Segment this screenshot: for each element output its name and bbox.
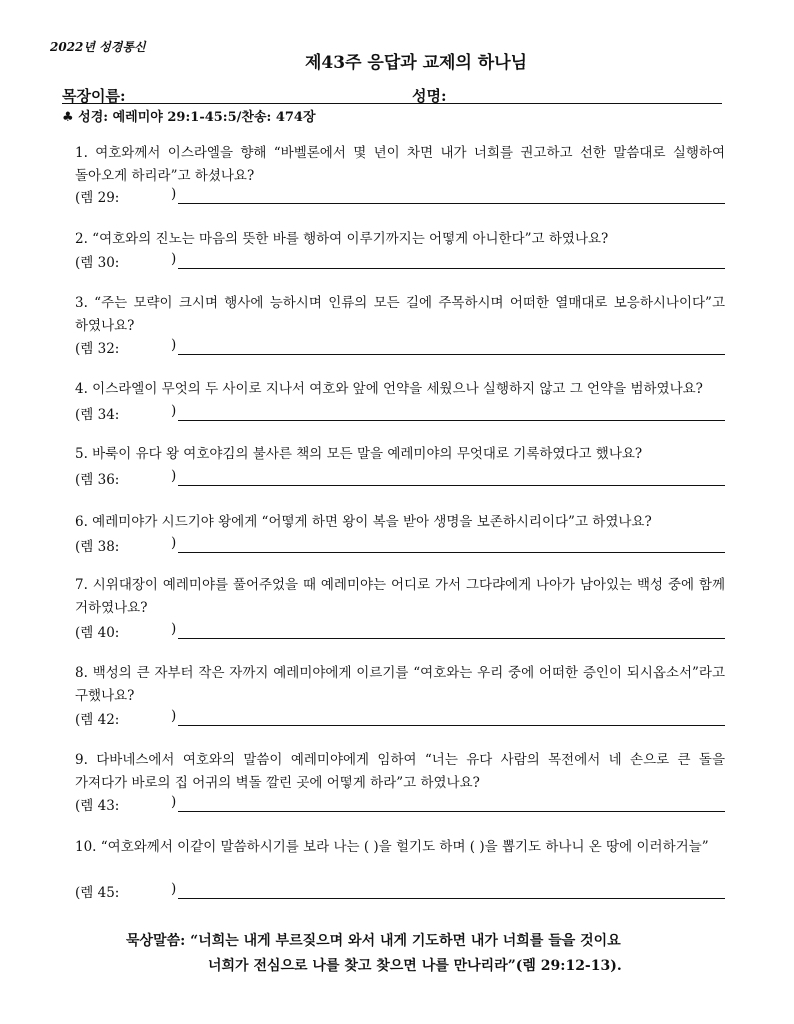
answer-line[interactable] — [178, 725, 725, 726]
question-1: 1. 여호와께서 이스라엘을 향해 “바벨론에서 몇 년이 차면 내가 너희를 권고하고 선한 말씀대로 실행하여 돌아오게 하리라”고 하셨나요? — [75, 145, 725, 184]
answer-row-5[interactable] — [75, 468, 725, 488]
chapter-ref: (렘 34: — [75, 407, 120, 423]
chapter-ref: (렘 43: — [75, 798, 120, 814]
chapter-ref: (렘 30: — [75, 255, 120, 271]
answer-row-6[interactable] — [75, 535, 725, 555]
chapter-close-paren: ) — [171, 535, 177, 551]
chapter-close-paren: ) — [171, 251, 177, 267]
question-4: 4. 이스라엘이 무엇의 두 사이로 지나서 여호와 앞에 언약을 세웠으나 실행하지 않고 그 언약을 범하였나요? — [75, 381, 703, 397]
chapter-ref: (렘 36: — [75, 472, 120, 488]
question-9: 9. 다바네스에서 여호와의 말씀이 예레미야에게 임하여 “너는 유다 사람의 목전에서 네 손으로 큰 돌을 가져다가 바로의 집 어귀의 벽돌 깔린 곳에 어떻게 하라”고 하였나요? — [75, 752, 725, 791]
chapter-ref: (렘 45: — [75, 885, 120, 901]
answer-row-9[interactable] — [75, 794, 725, 814]
corner-note: 2022년 성경통신 — [50, 40, 146, 54]
chapter-ref: (렘 40: — [75, 625, 120, 641]
answer-row-4[interactable] — [75, 403, 725, 423]
answer-line[interactable] — [178, 420, 725, 421]
answer-line[interactable] — [178, 203, 725, 204]
question-3: 3. “주는 모략이 크시며 행사에 능하시며 인류의 모든 길에 주목하시며 어떠한 열매대로 보응하시나이다”고 하였나요? — [75, 295, 725, 334]
header-rule — [62, 103, 722, 104]
answer-line[interactable] — [178, 552, 725, 553]
chapter-ref: (렘 29: — [75, 190, 120, 206]
chapter-close-paren: ) — [171, 794, 177, 810]
chapter-close-paren: ) — [171, 186, 177, 202]
chapter-close-paren: ) — [171, 403, 177, 419]
answer-line[interactable] — [178, 638, 725, 639]
meditation-verse — [126, 929, 686, 979]
answer-row-1[interactable] — [75, 186, 725, 206]
answer-line[interactable] — [178, 485, 725, 486]
chapter-ref: (렘 42: — [75, 712, 120, 728]
page-title: 제43주 응답과 교제의 하나님 — [305, 53, 528, 73]
answer-row-3[interactable] — [75, 337, 725, 357]
answer-row-10[interactable] — [75, 881, 725, 901]
question-6: 6. 예레미야가 시드기야 왕에게 “어떻게 하면 왕이 복을 받아 생명을 보존하시리이다”고 하였나요? — [75, 514, 652, 530]
answer-line[interactable] — [178, 811, 725, 812]
owner-label: 목장이름: — [62, 87, 126, 105]
chapter-close-paren: ) — [171, 708, 177, 724]
question-8: 8. 백성의 큰 자부터 작은 자까지 예레미야에게 이르기를 “여호와는 우리 중에 어떠한 증인이 되시옵소서”라고 구했나요? — [75, 665, 725, 704]
answer-row-7[interactable] — [75, 621, 725, 641]
chapter-ref: (렘 32: — [75, 341, 120, 357]
question-7: 7. 시위대장이 예레미야를 풀어주었을 때 예레미야는 어디로 가서 그다랴에게 나아가 남아있는 백성 중에 함께 거하였나요? — [75, 577, 725, 616]
question-10: 10. “여호와께서 이같이 말씀하시기를 보라 나는 ( )을 헐기도 하며 ( )을 뽑기도 하나니 온 땅에 이러하거늘” — [75, 839, 709, 855]
chapter-close-paren: ) — [171, 337, 177, 353]
chapter-ref: (렘 38: — [75, 539, 120, 555]
answer-row-8[interactable] — [75, 708, 725, 728]
answer-line[interactable] — [178, 354, 725, 355]
question-2: 2. “여호와의 진노는 마음의 뜻한 바를 행하여 이루기까지는 어떻게 아니한다”고 하였나요? — [75, 231, 609, 247]
scripture-line: ♣ 성경: 예레미야 29:1-45:5/찬송: 474장 — [62, 110, 316, 125]
meditation-line-1: 묵상말씀: “너희는 내게 부르짖으며 와서 내게 기도하면 내가 너희를 들을 것이요 — [126, 933, 621, 949]
chapter-close-paren: ) — [171, 881, 177, 897]
question-5: 5. 바룩이 유다 왕 여호야김의 불사른 책의 모든 말을 예레미야의 무엇대로 기록하였다고 했나요? — [75, 446, 643, 462]
answer-line[interactable] — [178, 268, 725, 269]
meditation-line-2: 너희가 전심으로 나를 찾고 찾으면 나를 만나리라”(렘 29:12-13). — [208, 958, 622, 974]
chapter-close-paren: ) — [171, 621, 177, 637]
chapter-close-paren: ) — [171, 468, 177, 484]
answer-line[interactable] — [178, 898, 725, 899]
name-label: 성명: — [412, 87, 447, 105]
answer-row-2[interactable] — [75, 251, 725, 271]
